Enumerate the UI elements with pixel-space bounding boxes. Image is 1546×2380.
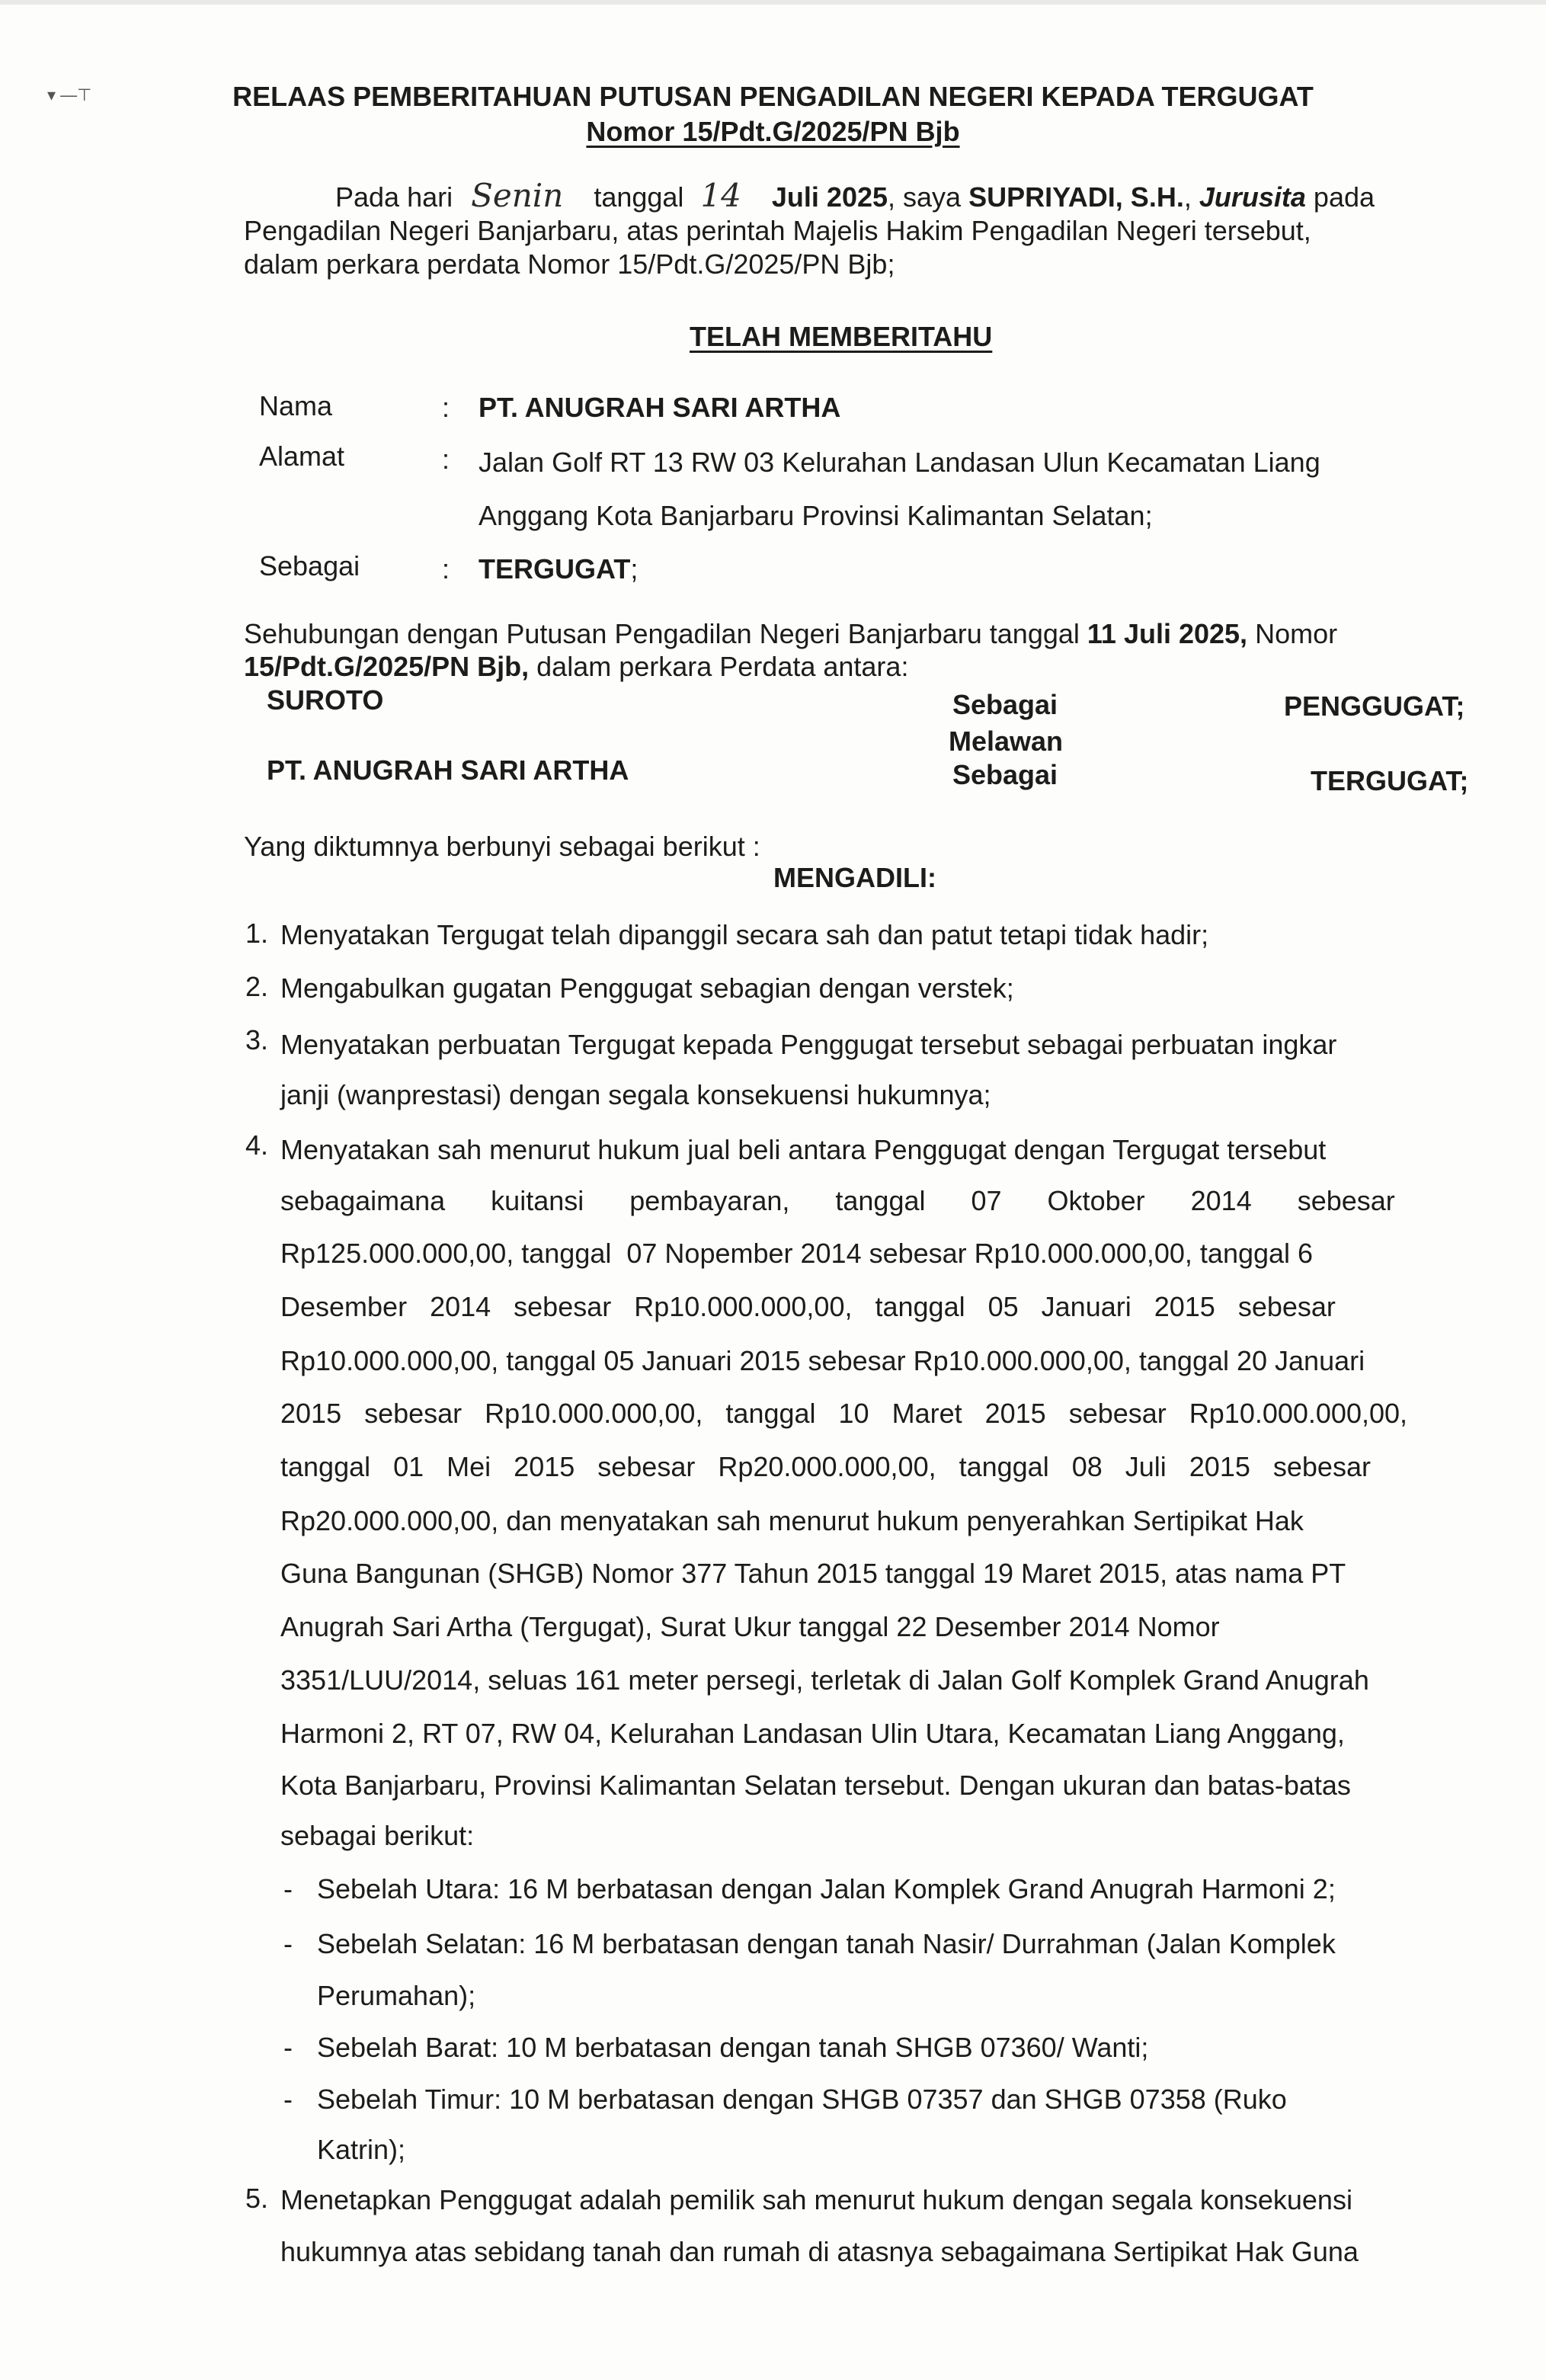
defendant-role: TERGUGAT; (1311, 765, 1469, 796)
item-number: 3. (245, 1024, 269, 1055)
item-line: 2015 sebesar Rp10.000.000,00, tanggal 10 Maret 2015 sebesar Rp10.000.000,00, (280, 1398, 1408, 1429)
item-line: sebagai berikut: (280, 1820, 475, 1851)
party-role-wrap (479, 553, 638, 585)
item-line: janji (wanprestasi) dengan segala konsekuensi hukumnya; (280, 1079, 991, 1110)
handwritten-date: 14 (700, 177, 741, 214)
document-number-wrap (0, 116, 1546, 148)
boundary-dash: - (283, 1873, 293, 1904)
colon: : (442, 392, 450, 423)
verdict-intro: Yang diktumnya berbunyi sebagai berikut : (244, 831, 760, 862)
colon: : (442, 553, 450, 585)
item-line: Menyatakan Tergugat telah dipanggil secara sah dan patut tetapi tidak hadir; (280, 919, 1209, 950)
item-line: Harmoni 2, RT 07, RW 04, Kelurahan Landasan Ulin Utara, Kecamatan Liang Anggang, (280, 1718, 1345, 1749)
boundary-dash: - (283, 2032, 293, 2063)
item-line: hukumnya atas sebidang tanah dan rumah di atasnya sebagaimana Sertipikat Hak Guna (280, 2236, 1359, 2267)
intro-pada: pada (1313, 181, 1375, 213)
scan-mark: ▾ —⊤ (47, 85, 92, 104)
regarding-rest: dalam perkara Perdata antara: (536, 651, 909, 682)
party-address-line-1: Jalan Golf RT 13 RW 03 Kelurahan Landasan Ulun Kecamatan Liang (479, 447, 1320, 478)
item-line: 3351/LUU/2014, seluas 161 meter persegi, terletak di Jalan Golf Komplek Grand Anugrah (280, 1664, 1369, 1696)
item-line: Rp10.000.000,00, tanggal 05 Januari 2015 sebesar Rp10.000.000,00, tanggal 20 Januari (280, 1345, 1365, 1376)
item-line: Guna Bangunan (SHGB) Nomor 377 Tahun 2015 tanggal 19 Maret 2015, atas nama PT (280, 1558, 1346, 1589)
item-line: Kota Banjarbaru, Provinsi Kalimantan Selatan tersebut. Dengan ukuran dan batas-batas (280, 1770, 1351, 1801)
boundary-line: Sebelah Timur: 10 M berbatasan dengan SHGB 07357 dan SHGB 07358 (Ruko (317, 2084, 1287, 2115)
item-line: Mengabulkan gugatan Penggugat sebagian dengan verstek; (280, 972, 1014, 1004)
defendant-name: PT. ANUGRAH SARI ARTHA (267, 754, 629, 786)
item-number: 5. (245, 2183, 269, 2214)
item-line: tanggal 01 Mei 2015 sebesar Rp20.000.000,00, tanggal 08 Juli 2015 sebesar (280, 1451, 1371, 1482)
item-line: Rp20.000.000,00, dan menyatakan sah menurut hukum penyerahkan Sertipikat Hak (280, 1505, 1304, 1536)
party-name: PT. ANUGRAH SARI ARTHA (479, 392, 841, 423)
sebagai-label: Sebagai (259, 550, 360, 581)
item-line: Desember 2014 sebesar Rp10.000.000,00, tanggal 05 Januari 2015 sebesar (280, 1291, 1336, 1322)
intro-comma: , (1183, 181, 1192, 213)
boundary-line: Perumahan); (317, 1980, 476, 2011)
intro-line-1 (335, 177, 1375, 214)
melawan-label: Melawan (949, 726, 1064, 757)
alamat-label: Alamat (259, 440, 345, 472)
notice-heading: TELAH MEMBERITAHU (690, 321, 993, 352)
item-line: sebagaimana kuitansi pembayaran, tanggal 07 Oktober 2014 sebesar (280, 1185, 1395, 1216)
boundary-dash: - (283, 1928, 293, 1959)
item-line: Anugrah Sari Artha (Tergugat), Surat Ukur tanggal 22 Desember 2014 Nomor (280, 1611, 1220, 1642)
regarding-nomor: Nomor (1255, 618, 1338, 649)
boundary-dash: - (283, 2084, 293, 2115)
sebagai-plaintiff: Sebagai (952, 689, 1058, 720)
item-number: 1. (245, 918, 269, 949)
document-title: RELAAS PEMBERITAHUAN PUTUSAN PENGADILAN NEGERI KEPADA TERGUGAT (232, 81, 1314, 112)
handwritten-day: Senin (471, 177, 564, 214)
scan-edge (0, 0, 1546, 5)
document-number: Nomor 15/Pdt.G/2025/PN Bjb (586, 116, 960, 147)
intro-line-2: Pengadilan Negeri Banjarbaru, atas perintah Majelis Hakim Pengadilan Negeri tersebut, (244, 215, 1311, 246)
party-role: TERGUGAT (479, 553, 631, 585)
notice-heading-wrap (690, 321, 993, 352)
regarding-date: 11 Juli 2025, (1087, 618, 1248, 649)
item-line: Menyatakan perbuatan Tergugat kepada Penggugat tersebut sebagai perbuatan ingkar (280, 1029, 1337, 1060)
plaintiff-name: SUROTO (267, 684, 384, 716)
nama-label: Nama (259, 390, 333, 421)
officer-role: Jurusita (1199, 181, 1306, 213)
intro-line-3: dalam perkara perdata Nomor 15/Pdt.G/2025/PN Bjb; (244, 248, 895, 280)
intro-tanggal: tanggal (594, 181, 684, 213)
regarding-case-number: 15/Pdt.G/2025/PN Bjb, (244, 651, 530, 682)
officer-name: SUPRIYADI, S.H. (968, 181, 1184, 213)
regarding-line-1 (244, 618, 1338, 649)
regarding-line-2 (244, 651, 909, 682)
item-line: Rp125.000.000,00, tanggal 07 Nopember 2014 sebesar Rp10.000.000,00, tanggal 6 (280, 1238, 1314, 1269)
intro-saya: , saya (888, 181, 962, 213)
item-number: 2. (245, 971, 269, 1002)
item-line: Menyatakan sah menurut hukum jual beli antara Penggugat dengan Tergugat tersebut (280, 1134, 1327, 1165)
party-address-line-2: Anggang Kota Banjarbaru Provinsi Kalimantan Selatan; (479, 500, 1153, 531)
colon: : (442, 444, 450, 475)
plaintiff-role: PENGGUGAT; (1284, 690, 1465, 722)
item-number: 4. (245, 1129, 269, 1161)
party-role-end: ; (630, 553, 639, 585)
boundary-line: Katrin); (317, 2134, 406, 2165)
intro-date: Juli 2025 (771, 181, 888, 213)
item-line: Menetapkan Penggugat adalah pemilik sah menurut hukum dengan segala konsekuensi (280, 2184, 1352, 2215)
regarding-text: Sehubungan dengan Putusan Pengadilan Negeri Banjarbaru tanggal (244, 618, 1080, 649)
verdict-heading: MENGADILI: (773, 862, 936, 893)
boundary-line: Sebelah Selatan: 16 M berbatasan dengan tanah Nasir/ Durrahman (Jalan Komplek (317, 1928, 1336, 1959)
sebagai-defendant: Sebagai (952, 759, 1058, 790)
boundary-line: Sebelah Barat: 10 M berbatasan dengan tanah SHGB 07360/ Wanti; (317, 2032, 1149, 2063)
boundary-line: Sebelah Utara: 16 M berbatasan dengan Jalan Komplek Grand Anugrah Harmoni 2; (317, 1873, 1336, 1904)
intro-pada-hari: Pada hari (335, 181, 453, 213)
